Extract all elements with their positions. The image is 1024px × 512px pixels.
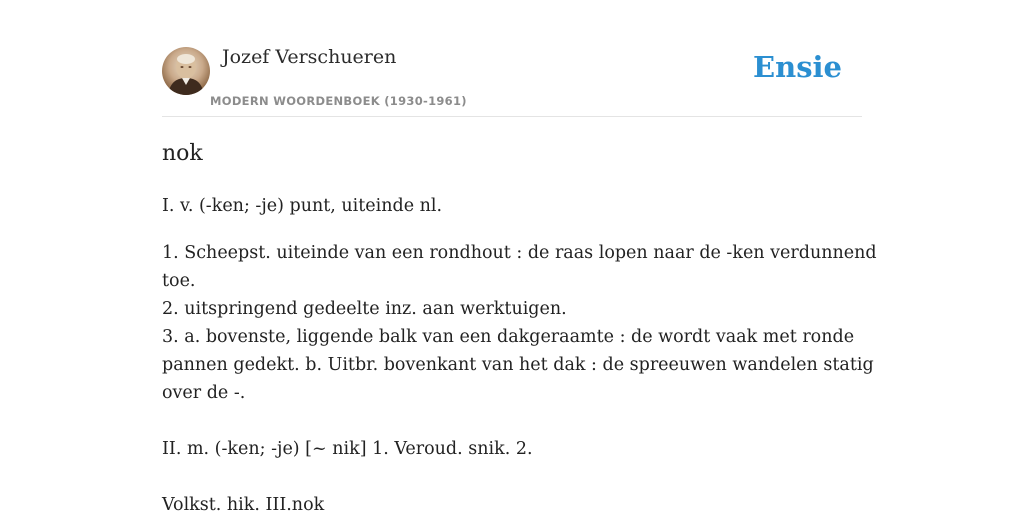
definition-line: over de -. (162, 383, 246, 403)
paragraph-gap (162, 407, 862, 435)
definition-part-two: II. m. (-ken; -je) [~ nik] 1. Veroud. snik. 2. (162, 439, 533, 459)
definition-list (162, 239, 877, 512)
source-title[interactable]: MODERN WOORDENBOEK (1930-1961) (210, 94, 467, 108)
definition-line: 1. Scheepst. uiteinde van een rondhout : de raas lopen naar de -ken verdunnend (162, 243, 877, 263)
entry-header (162, 44, 862, 117)
definition-line: pannen gedekt. b. Uitbr. bovenkant van het dak : de spreeuwen wandelen statig (162, 355, 874, 375)
definition-line: 3. a. bovenste, liggende balk van een dakgeraamte : de wordt vaak met ronde (162, 327, 855, 347)
entry-content (162, 136, 877, 512)
definition-intro: I. v. (-ken; -je) punt, uiteinde nl. (162, 196, 443, 216)
definition-line: 2. uitspringend gedeelte inz. aan werktuigen. (162, 299, 567, 319)
definition-part-three: Volkst. hik. III.nok (162, 495, 325, 512)
paragraph-gap (162, 463, 862, 491)
entry-title: nok (162, 141, 203, 166)
ensie-logo[interactable]: Ensie (753, 50, 842, 84)
author-avatar[interactable] (162, 47, 210, 95)
author-portrait-icon (162, 47, 210, 95)
definition-line: toe. (162, 271, 196, 291)
author-name[interactable]: Jozef Verschueren (222, 46, 397, 68)
